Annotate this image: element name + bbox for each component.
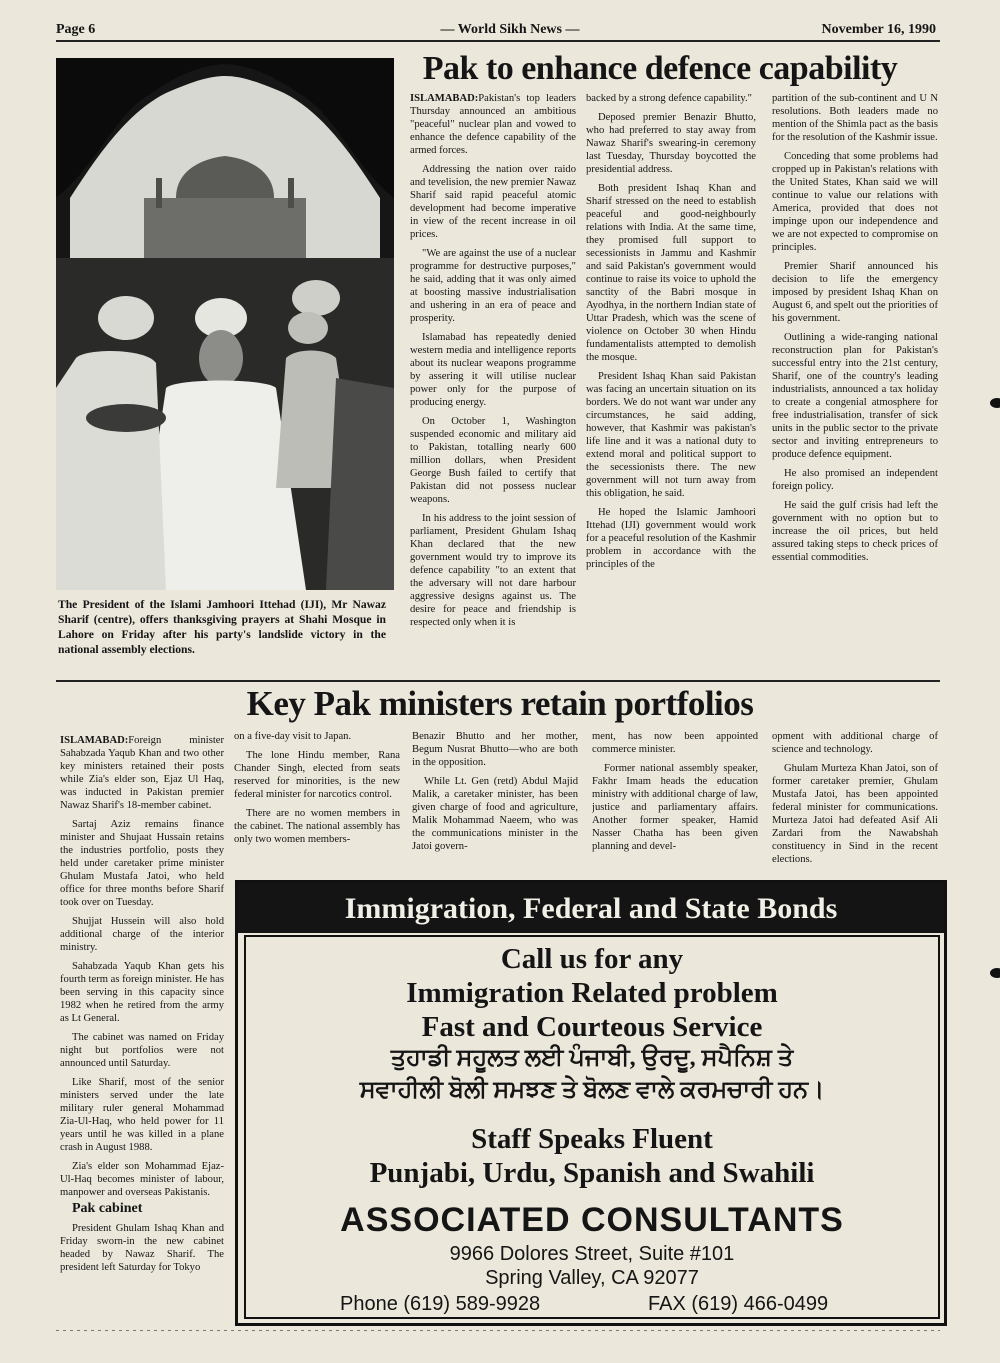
story1-column-3: [772, 92, 938, 674]
story2-paragraph: Sartaj Aziz remains finance minister and Shujaat Hussain retains the industries portfolio, posts they held under caretaker prime minister Ghulam Mustafa Jatoi, who held office for three months before Sharif took over on Tuesday.: [60, 819, 224, 908]
photo-caption: The President of the Islami Jamhoori Ittehad (IJI), Mr Nawaz Sharif (centre), offers thanksgiving prayers at Shahi Mosque in Lahore on Friday after his party's landslide victory in the national assembly elections.: [58, 598, 386, 656]
story2-column-2: [234, 730, 400, 876]
story1-paragraph: Islamabad has repeatedly denied western media and intelligence reports about its nuclear weapons programme by assering it will utilise nuclear power only for the purpose of producing energy.: [410, 332, 576, 408]
story2-paragraph: Like Sharif, most of the senior ministers served under the late military ruler general Mohammad Zia-Ul-Haq, who held power for 11 years until he was killed in a plane crash in August 1988.: [60, 1077, 224, 1153]
story2-dateline: ISLAMABAD:: [60, 735, 129, 746]
story1-paragraph: partition of the sub-continent and U N resolutions. Both leaders made no mention of the Shimla pact as the basis for the resolution of the Kashmir issue.: [772, 93, 938, 143]
story1-paragraph: Addressing the nation over raido and tevelision, the new premier Nawaz Sharif said rapid peaceful atomic development had become imperative in view of the recent increase in oil prices.: [410, 164, 576, 240]
story1-paragraph: He hoped the Islamic Jamhoori Ittehad (IJI) government would work for a peaceful resolution of the Kashmir problem in accordance with the principles of the: [586, 507, 756, 570]
story1-paragraph: Deposed premier Benazir Bhutto, who had preferred to stay away from Nawaz Sharif's swearing-in ceremony last Tuesday, Thursday boycotted the presidential address.: [586, 112, 756, 175]
story2-column-4: [592, 730, 758, 876]
story2-paragraph: The lone Hindu member, Rana Chander Singh, elected from seats reserved for minorities, is the new federal minister for narcotics control.: [234, 750, 400, 800]
story1-paragraph: He also promised an independent foreign policy.: [772, 468, 938, 492]
story1-column-2: [586, 92, 756, 674]
section-rule: [56, 680, 940, 682]
story1-paragraph: backed by a strong defence capability.": [586, 93, 753, 104]
ad-line-languages: Punjabi, Urdu, Spanish and Swahili: [369, 1157, 815, 1189]
story2-paragraph: Benazir Bhutto and her mother, Begum Nusrat Bhutto—who are both in the opposition.: [412, 731, 578, 768]
story1-paragraph: He said the gulf crisis had left the government with no option but to increase the oil prices, but held assured taking steps to check prices of essential commodities.: [772, 500, 938, 563]
story1-paragraph: In his address to the joint session of parliament, President Ghulam Ishaq Khan declared that the new government would try to improve its defence capability "to an extent that the adversary will not dare harbour aggressive designs against us. The desire for peace and friendship is respected only when it is: [410, 513, 576, 628]
story1-paragraph: ISLAMABAD:Pakistan's top leaders Thursday announced an ambitious "peaceful" nuclear plan and vowed to enhance the defence capability of the armed forces.: [410, 93, 576, 156]
story2-paragraph: Zia's elder son Mohammad Ejaz-Ul-Haq becomes minister of labour, manpower and overseas Pakistanis.: [60, 1161, 224, 1198]
ad-punjabi-line-1: ਤੁਹਾਡੀ ਸਹੂਲਤ ਲਈ ਪੰਜਾਬੀ, ਉਰਦੂ, ਸਪੈਨਿਸ਼ ਤੇ: [390, 1045, 794, 1071]
ad-company-name: ASSOCIATED CONSULTANTS: [340, 1201, 844, 1239]
story1-column-1: [410, 92, 576, 674]
paper-name: — World Sikh News —: [440, 22, 580, 37]
ad-punjabi-line-2: ਸਵਾਹੀਲੀ ਬੋਲੀ ਸਮਝਣ ਤੇ ਬੋਲਣ ਵਾਲੇ ਕਰਮਚਾਰੀ ਹਨ।: [359, 1077, 825, 1103]
story2-paragraph: Ghulam Murteza Khan Jatoi, son of former caretaker premier, Ghulam Mustafa Jatoi, has been appointed federal minister for communications. Murteza Jatoi had defeated Asif Ali Zardari from the Nawabshah constituency in Sind in the recent elections.: [772, 763, 938, 865]
story2-paragraph: Former national assembly speaker, Fakhr Imam heads the education ministry with additional charge of law, justice and parliamentary affairs. Another former speaker, Hamid Nasser Chatha has been given planning and devel-: [592, 763, 758, 852]
ad-city-address: Spring Valley, CA 92077: [485, 1267, 699, 1289]
ad-line-service: Fast and Courteous Service: [421, 1011, 763, 1043]
story2-paragraph: The cabinet was named on Friday night but portfolios were not announced until Saturday.: [60, 1032, 224, 1069]
story1-paragraph: President Ishaq Khan said Pakistan was facing an uncertain situation on its borders. We do not want war under any circumstances, he said adding, however, that Kashmir was pakistan's life line and it was a national duty to extend moral and political support to the secessionists there. The new government will not turn away from this obligation, he said.: [586, 371, 756, 499]
page-number: Page 6: [56, 22, 96, 37]
story1-paragraph: "We are against the use of a nuclear programme for destructive purposes," he said, adding that it was only aimed at boosting massive industrialisation and ushering in an era of peace and prosperity.: [410, 248, 576, 324]
story2-paragraph: ment, has now been appointed commerce minister.: [592, 731, 758, 755]
story2-column-5: [772, 730, 938, 878]
story2-paragraph: President Ghulam Ishaq Khan and Friday sworn-in the new cabinet headed by Nawaz Sharif. The president left Saturday for Tokyo: [60, 1223, 224, 1273]
ad-line-call: Call us for any: [500, 943, 684, 975]
ad-line-staff: Staff Speaks Fluent: [471, 1123, 713, 1155]
story1-paragraph: Conceding that some problems had cropped up in Pakistan's relations with the United States, Khan said we will continue to value our relations with America, provided that does not impinge upon our independence and we are not expected to compromise on principles.: [772, 151, 938, 253]
story2-paragraph: While Lt. Gen (retd) Abdul Majid Malik, a caretaker minister, has been given charge of food and agriculture, Malik Mohammad Naeem, who was the communications minister in the Jatoi govern-: [412, 776, 578, 852]
story2-paragraph: opment with additional charge of science and technology.: [772, 731, 938, 755]
story1-paragraph: Outlining a wide-ranging national reconstruction plan for Pakistan's successful entry into the 21st century, Sharif, one of the country's leading industrialists, announced a tax holiday to create a congenial atmosphere for free industrialisation, transfer of sick units in the public sector to the private sector and inviting entrepreneurs to produce defence equipment.: [772, 332, 938, 460]
story2-column-1: [60, 734, 224, 1326]
bottom-perforation: [56, 1330, 940, 1331]
punch-hole-top: [990, 398, 1000, 408]
ad-fax: FAX (619) 466-0499: [648, 1293, 829, 1315]
story1-headline: Pak to enhance defence capability: [422, 50, 898, 87]
punch-hole-bottom: [990, 968, 1000, 978]
story2-paragraph: Sahabzada Yaqub Khan gets his fourth term as foreign minister. He has been serving in this capacity since 1982 when he retired from the army as Lt General.: [60, 961, 224, 1024]
story2-headline: Key Pak ministers retain portfolios: [246, 684, 754, 723]
issue-date: November 16, 1990: [821, 22, 936, 37]
story1-paragraph: On October 1, Washington suspended economic and military aid to Pakistan, totalling nearly 600 million dollars, when President George Bush failed to certify that Pakistan did not possess nuclear weapons.: [410, 416, 576, 505]
ad-line-immigration: Immigration Related problem: [406, 977, 778, 1009]
story1-paragraph: Premier Sharif announced his decision to life the emergency imposed by president Ishaq Khan on August 6, and spelt out the priorities of his government.: [772, 261, 938, 324]
ad-street-address: 9966 Dolores Street, Suite #101: [449, 1243, 735, 1265]
story2-paragraph: on a five-day visit to Japan.: [234, 731, 352, 742]
story2-paragraph: There are no women members in the cabinet. The national assembly has only two women members-: [234, 808, 400, 845]
ad-phone: Phone (619) 589-9928: [340, 1293, 541, 1315]
ad-body: [244, 935, 940, 1319]
story1-paragraph: Both president Ishaq Khan and Sharif stressed on the need to establish peaceful and good-neighbourly relations with India. At the same time, they promised full support to secessionists in Jammu and Kashmir and said Pakistan's government would continue to raise its voice to uphold the sanctity of the Babri mosque in Ayodhya, in the northern Indian state of Uttar Pradesh, which was the scene of violence on October 30 when Hindu fundamentalists attempted to demolish the mosque.: [586, 183, 756, 363]
photo-image: [56, 58, 394, 590]
story1-dateline: ISLAMABAD:: [410, 93, 479, 104]
story2-paragraph: ISLAMABAD:Foreign minister Sahabzada Yaqub Khan and two other key ministers retained their posts while Zia's elder son, Ejaz Ul Haq, was inducted in Pakistan premier Nawaz Sharif's 18-member cabinet.: [60, 735, 224, 811]
masthead-rule: [56, 40, 940, 42]
advertisement: [235, 880, 947, 1326]
ad-banner: Immigration, Federal and State Bonds: [238, 883, 944, 933]
story2-column-3: [412, 730, 578, 876]
story2-subhead: Pak cabinet: [72, 1201, 143, 1216]
news-photo: [56, 58, 394, 590]
story2-paragraph: Shujjat Hussein will also hold additional charge of the interior ministry.: [60, 916, 224, 953]
